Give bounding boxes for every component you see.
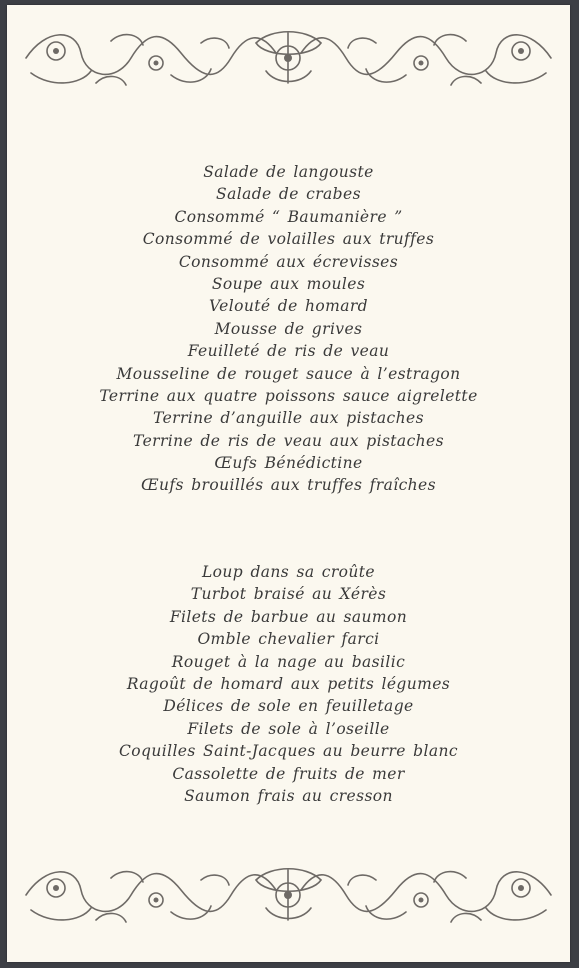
menu-section-2 <box>7 561 570 807</box>
menu-item: Velouté de homard <box>209 297 368 316</box>
menu-item: Loup dans sa croûte <box>201 563 375 581</box>
menu-item: Filets de sole à l’oseille <box>187 719 390 738</box>
menu-item: Œufs brouillés aux truffes fraîches <box>141 476 436 495</box>
menu-item: Terrine de ris de veau aux pistaches <box>133 431 444 450</box>
menu-item: Filets de barbue au saumon <box>169 607 408 626</box>
menu-item: Mousse de grives <box>214 319 363 338</box>
menu-item: Rouget à la nage au basilic <box>171 652 406 671</box>
menu-item: Coquilles Saint-Jacques au beurre blanc <box>119 742 458 761</box>
menu-card <box>7 5 570 962</box>
menu-item: Œufs Bénédictine <box>214 454 363 473</box>
menu-item: Ragoût de homard aux petits légumes <box>126 674 451 693</box>
floral-scroll-ornament-bottom <box>21 860 556 930</box>
menu-item: Consommé de volailles aux truffes <box>142 230 435 249</box>
menu-item: Mousseline de rouget sauce à l’estragon <box>116 364 461 383</box>
floral-scroll-ornament-top <box>21 23 556 93</box>
menu-item: Soupe aux moules <box>211 274 366 293</box>
menu-item: Omble chevalier farci <box>197 630 380 649</box>
menu-item: Salade de crabes <box>216 185 361 204</box>
menu-item: Turbot braisé au Xérès <box>190 585 387 604</box>
menu-item: Terrine aux quatre poissons sauce aigrelette <box>99 386 478 405</box>
menu-item: Salade de langouste <box>203 163 374 181</box>
menu-section-1 <box>7 161 570 497</box>
menu-item: Consommé “ Baumanière ” <box>174 207 403 226</box>
menu-item: Terrine d’anguille aux pistaches <box>153 409 424 428</box>
menu-item: Saumon frais au cresson <box>184 786 393 805</box>
menu-item: Cassolette de fruits de mer <box>172 764 405 783</box>
menu-item: Délices de sole en feuilletage <box>163 697 414 716</box>
menu-item: Feuilleté de ris de veau <box>187 342 390 361</box>
menu-item: Consommé aux écrevisses <box>178 252 399 271</box>
